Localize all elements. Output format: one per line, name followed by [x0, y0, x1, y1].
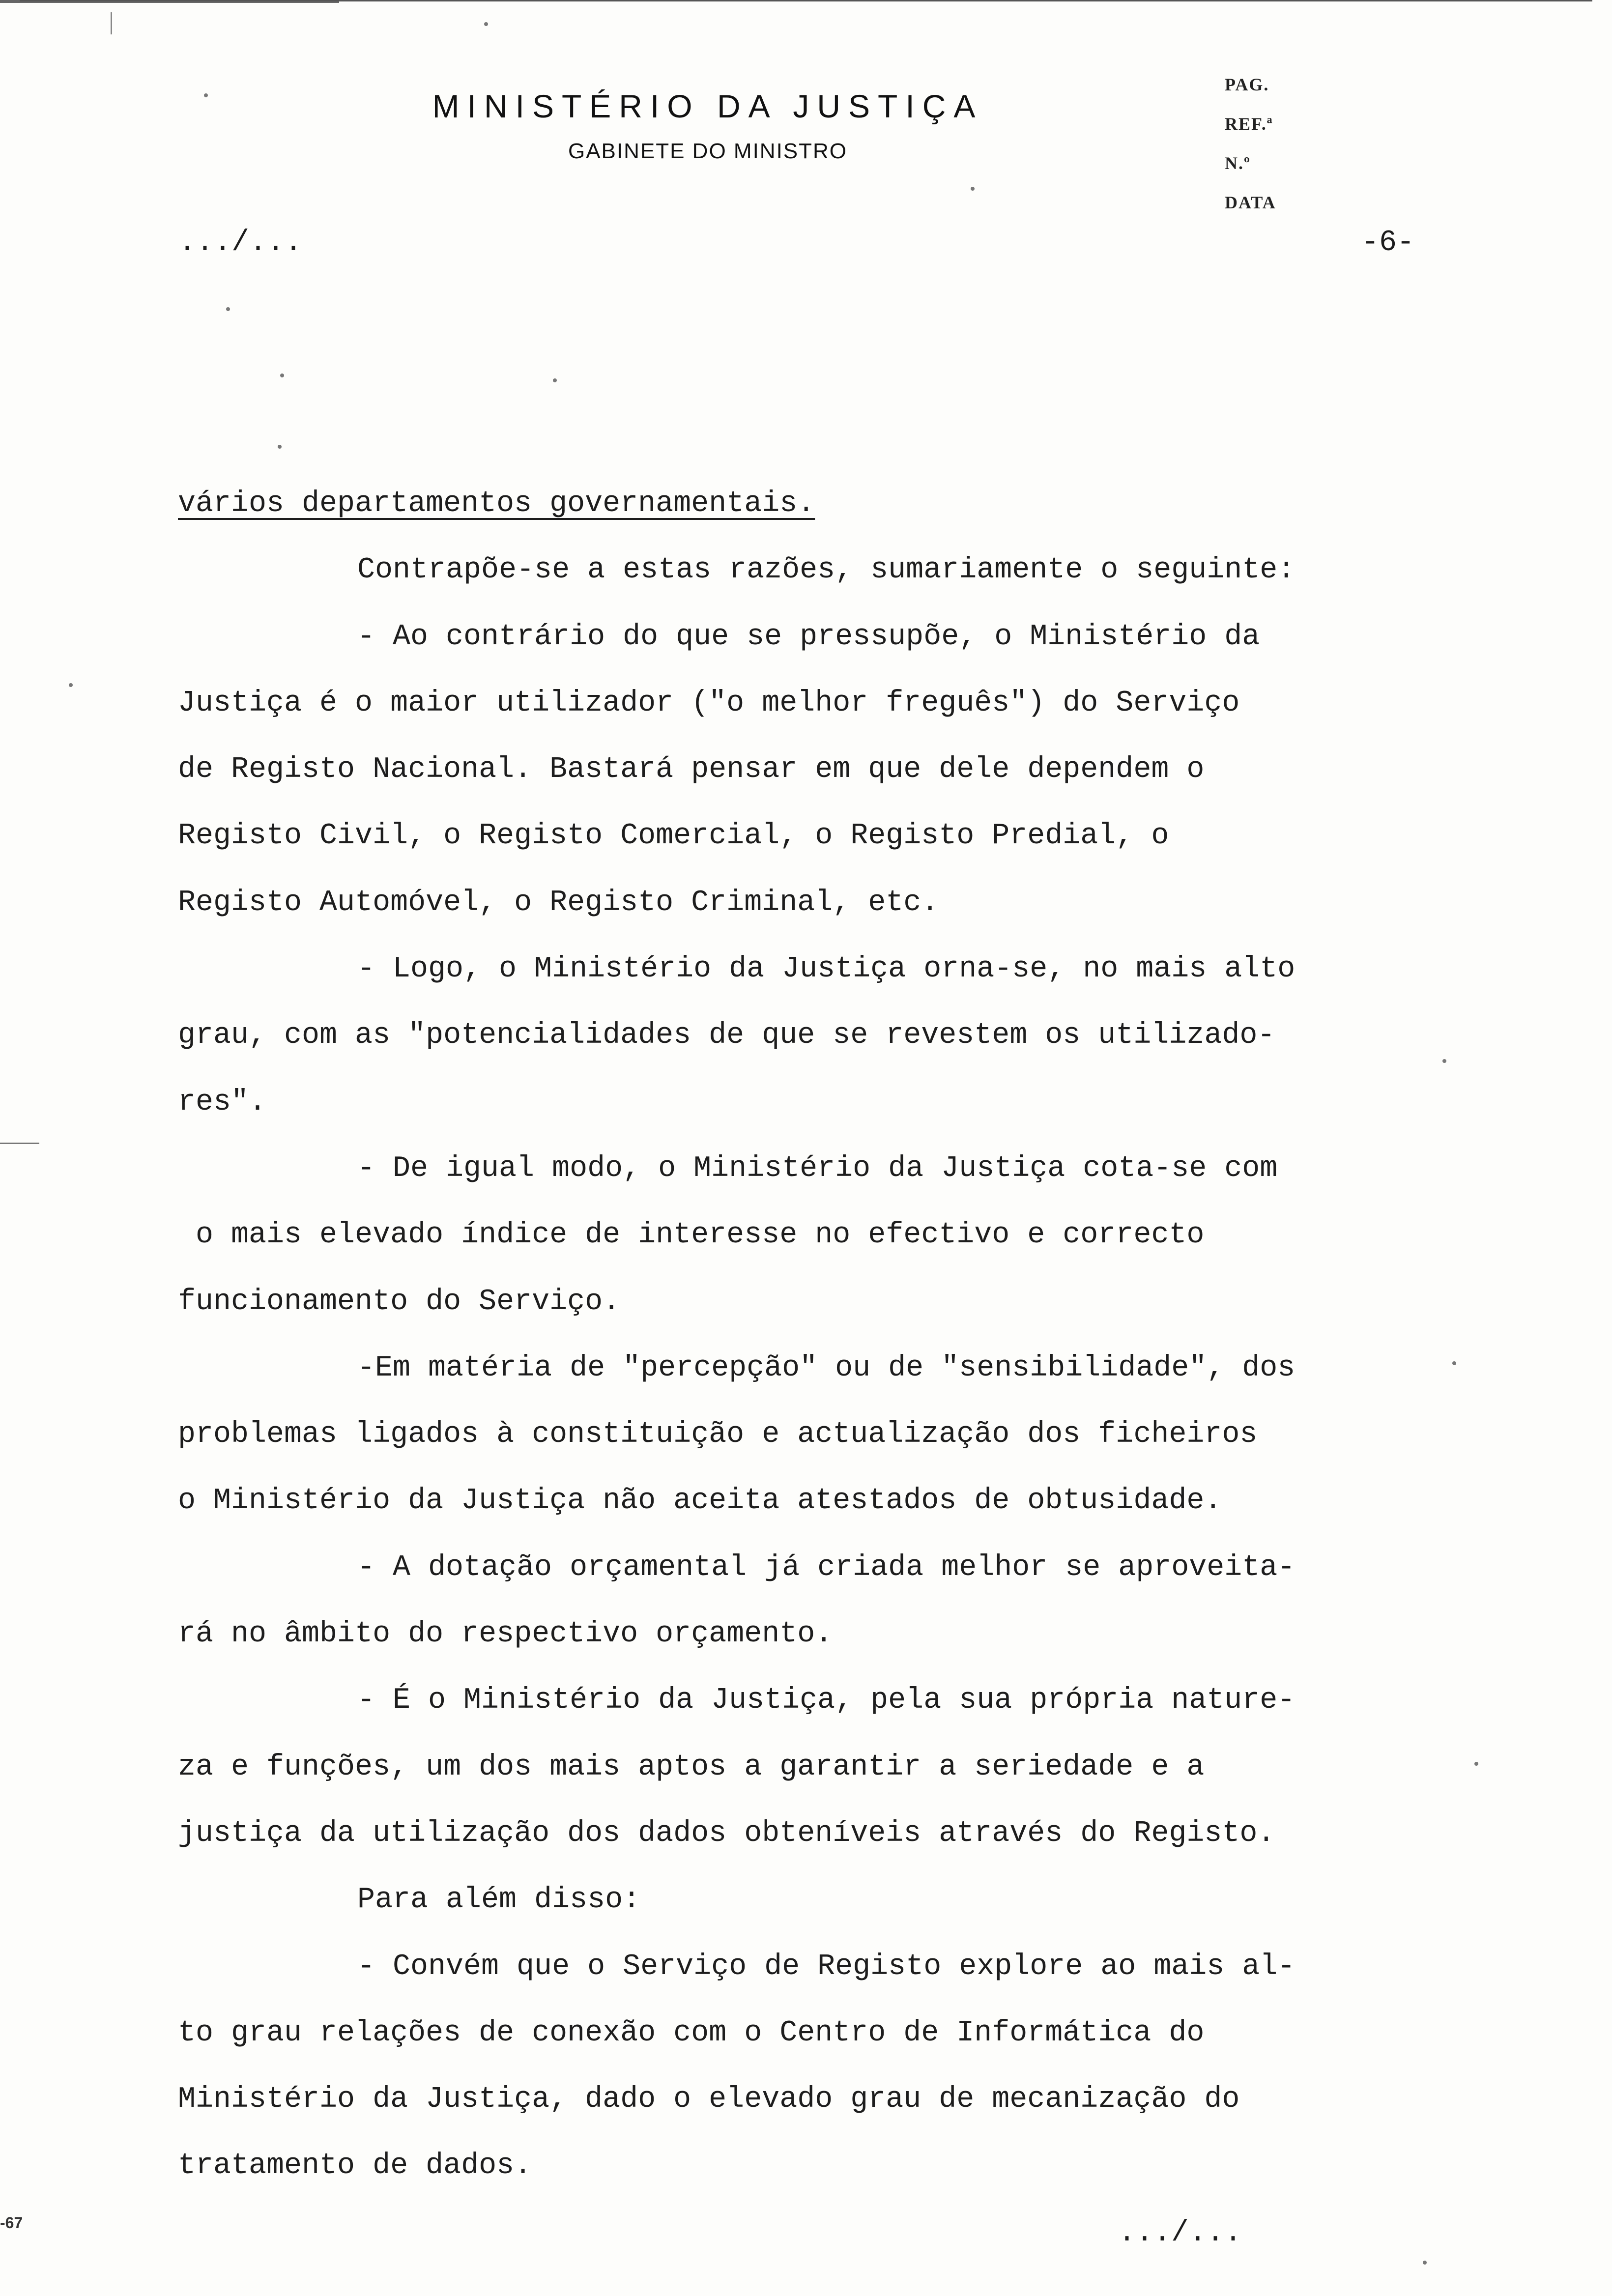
body-line: - Ao contrário do que se pressupõe, o Ministério da [357, 620, 1260, 654]
scan-speck [484, 22, 488, 26]
body-line: grau, com as "potencialidades de que se revestem os utilizado- [178, 1019, 1275, 1053]
body-line: Ministério da Justiça, dado o elevado grau de mecanização do [178, 2083, 1240, 2117]
continuation-marker-bottom: .../... [1118, 2216, 1242, 2250]
scan-speck [553, 378, 557, 382]
body-line: - De igual modo, o Ministério da Justiça cota-se com [357, 1151, 1278, 1185]
scan-speck [278, 445, 282, 449]
scan-speck [226, 307, 230, 311]
scan-speck [204, 93, 208, 97]
body-line: justiça da utilização dos dados obteníveis através do Registo. [178, 1816, 1275, 1850]
scan-speck [280, 373, 284, 377]
number-label: N.º [1225, 153, 1251, 173]
cabinet-subtitle: GABINETE DO MINISTRO [568, 139, 848, 163]
date-label: DATA [1225, 193, 1276, 212]
body-line: - Convém que o Serviço de Registo explore ao mais al- [357, 1950, 1295, 1983]
ministry-title: MINISTÉRIO DA JUSTIÇA [432, 88, 983, 124]
body-line: rá no âmbito do respectivo orçamento. [178, 1617, 833, 1651]
body-line: Registo Civil, o Registo Comercial, o Registo Predial, o [178, 819, 1169, 853]
body-line: - Logo, o Ministério da Justiça orna-se, no mais alto [357, 952, 1295, 986]
body-line: Justiça é o maior utilizador ("o melhor freguês") do Serviço [178, 686, 1240, 720]
body-line: vários departamentos governamentais. [178, 487, 815, 520]
top-edge-line [20, 0, 1592, 1]
body-line: -Em matéria de "percepção" ou de "sensibilidade", dos [357, 1351, 1295, 1385]
continuation-marker-top: .../... [178, 226, 303, 259]
body-line: - É o Ministério da Justiça, pela sua própria nature- [357, 1684, 1295, 1718]
body-line: - A dotação orçamental já criada melhor se aproveita- [357, 1550, 1295, 1584]
body-line: problemas ligados à constituição e actualização dos ficheiros [178, 1418, 1258, 1452]
body-line: tratamento de dados. [178, 2149, 532, 2183]
body-line: funcionamento do Serviço. [178, 1285, 621, 1319]
page-number: -6- [1361, 226, 1415, 259]
form-code: -67 [0, 2214, 23, 2232]
body-line: o mais elevado índice de interesse no efectivo e correcto [178, 1218, 1205, 1252]
left-edge-mark [0, 1143, 39, 1144]
margin-tick [111, 12, 112, 34]
reference-label: REF.ª [1225, 114, 1273, 134]
body-line: Para além disso: [357, 1883, 641, 1917]
body-line: to grau relações de conexão com o Centro de Informática do [178, 2016, 1205, 2050]
scan-speck [69, 683, 73, 687]
scan-speck [1474, 1762, 1478, 1766]
body-line: Contrapõe-se a estas razões, sumariamente o seguinte: [357, 553, 1295, 587]
document-body [178, 471, 1436, 2200]
scan-speck [1452, 1361, 1456, 1365]
scan-speck [971, 187, 975, 191]
body-line: za e funções, um dos mais aptos a garantir a seriedade e a [178, 1750, 1205, 1784]
body-line: res". [178, 1085, 267, 1119]
body-line: o Ministério da Justiça não aceita atestados de obtusidade. [178, 1484, 1222, 1518]
scan-speck [1423, 2261, 1427, 2265]
page-label: PAG. [1225, 75, 1269, 94]
scan-speck [1442, 1059, 1446, 1063]
body-line: de Registo Nacional. Bastará pensar em que dele dependem o [178, 753, 1205, 787]
reference-labels [1225, 65, 1276, 222]
body-line: Registo Automóvel, o Registo Criminal, etc. [178, 886, 939, 919]
